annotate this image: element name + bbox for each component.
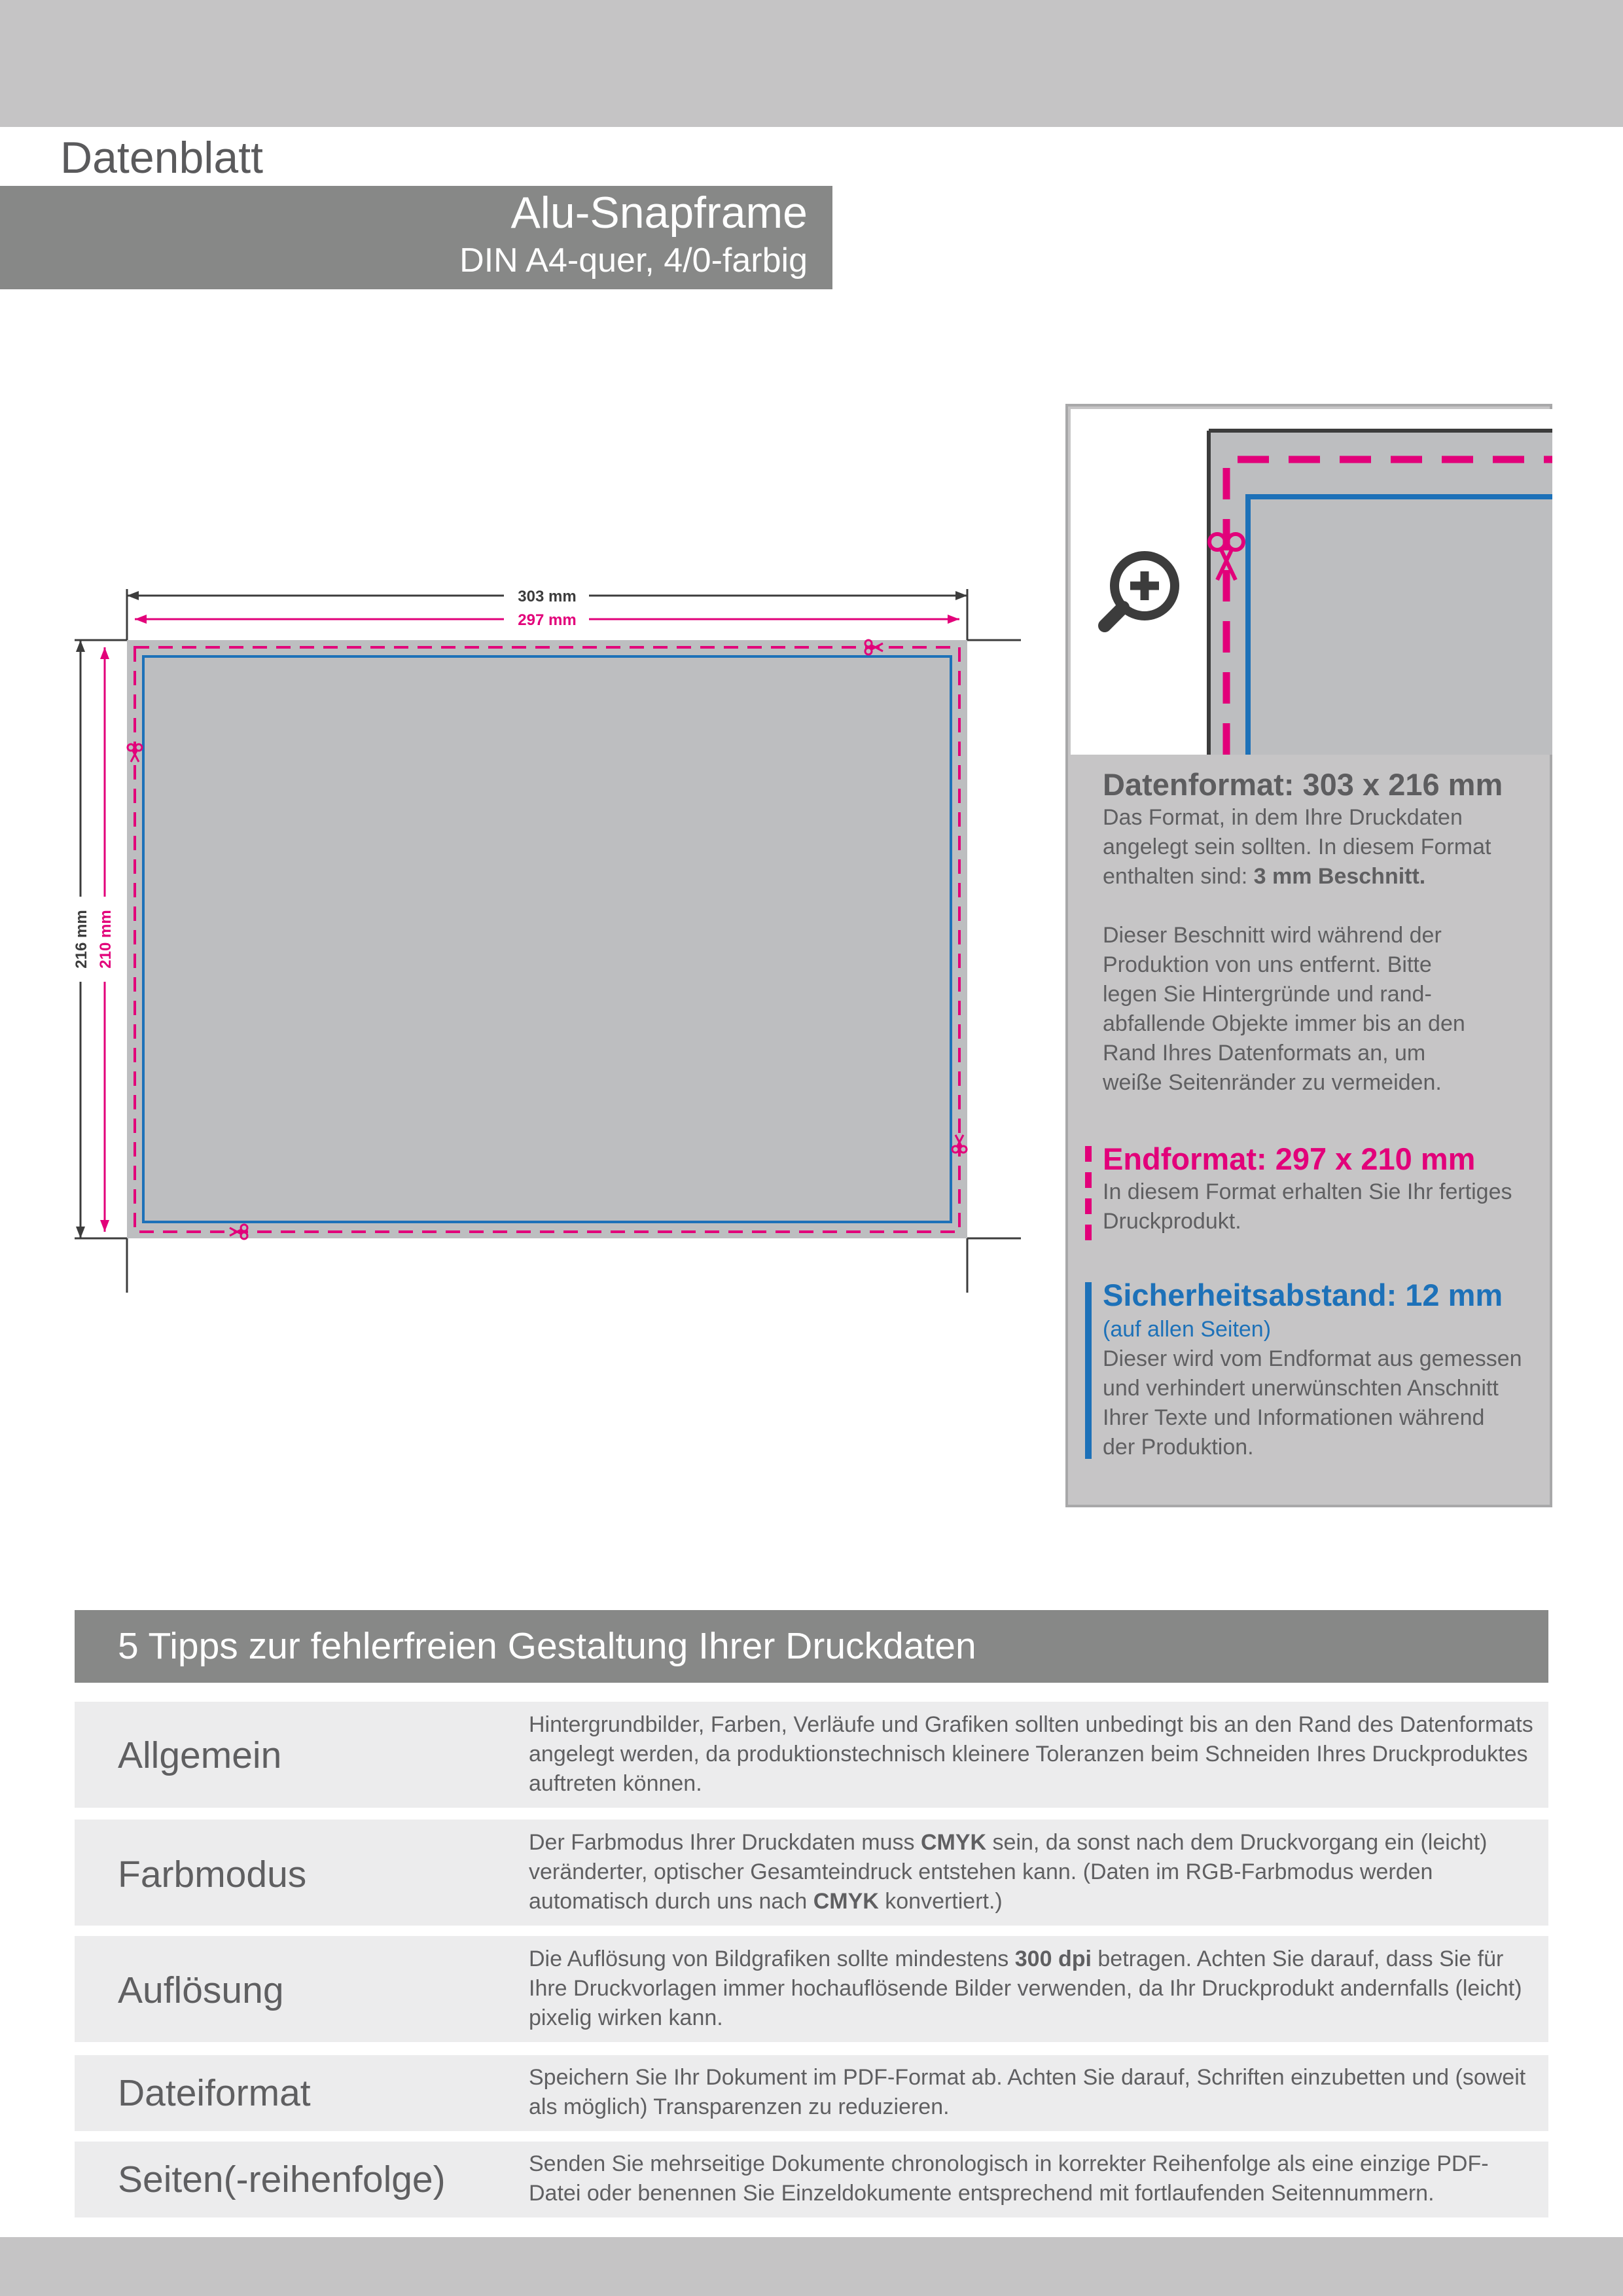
- tip-text-aufloesung-dpi: 300 dpi: [1014, 1946, 1092, 1971]
- tip-text-farbmodus-part-2: sein, da sonst nach dem Druckvorgang ein (leicht) veränderter, optischer Gesamteindruck entstehen kann. (Daten im RGB-Farbmodus werden automatisch durch uns nach: [529, 1830, 1488, 1914]
- tips-header: [75, 1610, 1548, 1683]
- product-title: Alu-Snapframe: [510, 188, 808, 238]
- bottom-band: [0, 2237, 1623, 2296]
- tips-header-title: 5 Tipps zur fehlerfreien Gestaltung Ihrer Druckdaten: [118, 1625, 976, 1667]
- datenformat-text-2: Dieser Beschnitt wird während der Produktion von uns entfernt. Bitte legen Sie Hintergründe und rand- abfallende Objekte immer bis an den Rand Ihres Datenformats an, um weiße Seitenränder zu vermeiden.: [1103, 923, 1465, 1095]
- info-panel: [1065, 404, 1552, 1507]
- datenblatt-label-text: Datenblatt: [60, 133, 263, 183]
- tip-title-allgemein: Allgemein: [118, 1734, 282, 1776]
- width-inner-label: 297 mm: [518, 611, 577, 629]
- datenformat-bold: 3 mm Beschnitt.: [1253, 864, 1426, 889]
- height-dimension: [69, 640, 116, 1238]
- sicherheit-title: Sicherheitsabstand: 12 mm: [1103, 1278, 1503, 1312]
- endformat-text: In diesem Format erhalten Sie Ihr fertiges Druckprodukt.: [1103, 1179, 1512, 1234]
- zoom-detail-box: [1071, 409, 1552, 755]
- tip-row-seiten: [75, 2142, 1548, 2217]
- sicherheit-marker: [1085, 1282, 1092, 1459]
- height-outer-label: 216 mm: [73, 910, 90, 969]
- tip-text-farbmodus-cmyk-2: CMYK: [813, 1889, 879, 1914]
- tip-text-farbmodus: [529, 1828, 1537, 1916]
- datenformat-title: Datenformat: 303 x 216 mm: [1103, 767, 1503, 802]
- datenformat-text-1-content: Das Format, in dem Ihre Druckdaten angelegt sein sollten. In diesem Format enthalten sind:: [1103, 805, 1491, 889]
- format-diagram: [0, 0, 1047, 1309]
- tip-text-aufloesung-part-2: betragen. Achten Sie darauf, dass Sie für Ihre Druckvorlagen immer hochauflösende Bilder verwenden, da Ihr Druckprodukt andernfalls (leicht) pixelig wirken kann.: [529, 1946, 1522, 2030]
- tip-text-aufloesung: [529, 1945, 1537, 2033]
- width-dimension: [127, 584, 967, 630]
- tip-text-farbmodus-part-3: konvertiert.): [878, 1889, 1003, 1914]
- tip-title-aufloesung: Auflösung: [118, 1969, 284, 2011]
- tip-title-dateiformat: Dateiformat: [118, 2072, 311, 2114]
- tip-row-farbmodus: [75, 1820, 1548, 1926]
- tip-text-dateiformat: Speichern Sie Ihr Dokument im PDF-Format ab. Achten Sie darauf, Schriften einzubetten und (soweit als möglich) Transparenzen zu reduzieren.: [529, 2065, 1526, 2119]
- tip-title-seiten: Seiten(-reihenfolge): [118, 2159, 446, 2200]
- width-outer-label: 303 mm: [518, 588, 577, 605]
- tip-text-aufloesung-part-1: Die Auflösung von Bildgrafiken sollte mindestens: [529, 1946, 1015, 1971]
- tip-text-seiten: Senden Sie mehrseitige Dokumente chronologisch in korrekter Reihenfolge als eine einzige PDF-Datei oder benennen Sie Einzeldokumente entsprechend mit fortlaufenden Seitennummern.: [529, 2151, 1489, 2206]
- product-subtitle: DIN A4-quer, 4/0-farbig: [459, 242, 808, 279]
- data-format-area: [127, 640, 967, 1238]
- zoom-in-icon: [1105, 556, 1175, 626]
- tip-text-farbmodus-part-1: Der Farbmodus Ihrer Druckdaten muss: [529, 1830, 921, 1855]
- datenformat-text-1: [1103, 803, 1541, 891]
- endformat-title: Endformat: 297 x 210 mm: [1103, 1141, 1476, 1176]
- endformat-marker: [1085, 1146, 1092, 1244]
- tip-row-aufloesung: [75, 1936, 1548, 2042]
- sicherheit-text: Dieser wird vom Endformat aus gemessen und verhindert unerwünschten Anschnitt Ihrer Texte und Informationen während der Produktion.: [1103, 1346, 1522, 1460]
- zoom-detail: [1071, 409, 1552, 755]
- tip-text-allgemein: Hintergrundbilder, Farben, Verläufe und Grafiken sollten unbedingt bis an den Rand des Datenformats angelegt werden, da produktionstechnisch kleinere Toleranzen beim Schneiden Ihres Druckproduktes auftreten können.: [529, 1712, 1533, 1796]
- sicherheit-subtitle: (auf allen Seiten): [1103, 1317, 1272, 1342]
- tip-text-farbmodus-cmyk-1: CMYK: [920, 1830, 987, 1855]
- zoom-corner-area: [1209, 431, 1552, 755]
- tip-row-allgemein: [75, 1702, 1548, 1808]
- tip-title-farbmodus: Farbmodus: [118, 1854, 307, 1895]
- height-inner-label: 210 mm: [97, 910, 115, 969]
- tip-row-dateiformat: [75, 2055, 1548, 2131]
